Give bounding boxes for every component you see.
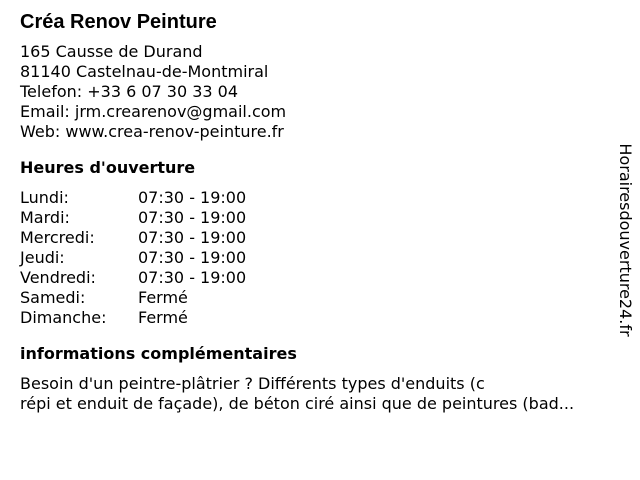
address-city: 81140 Castelnau-de-Montmiral [20, 62, 269, 81]
hours-row-wednesday [20, 228, 620, 248]
site-watermark: Horairesdouverture24.fr [616, 143, 635, 337]
day-label: Samedi: [20, 288, 86, 307]
info-heading: informations complémentaires [20, 344, 297, 363]
hours-value: Fermé [138, 288, 188, 307]
hours-heading: Heures d'ouverture [20, 158, 196, 177]
business-card [20, 10, 620, 414]
info-description [20, 374, 620, 414]
hours-value: Fermé [138, 308, 188, 327]
hours-table [20, 188, 620, 328]
day-label: Dimanche: [20, 308, 107, 327]
hours-row-tuesday [20, 208, 620, 228]
phone-text: Telefon: +33 6 07 30 33 04 [20, 82, 239, 101]
day-label: Mercredi: [20, 228, 95, 247]
hours-value: 07:30 - 19:00 [138, 248, 247, 267]
hours-row-monday [20, 188, 620, 208]
info-line-2: répi et enduit de façade), de béton ciré ainsi que de peintures (bad... [20, 394, 575, 413]
day-label: Lundi: [20, 188, 69, 207]
hours-value: 07:30 - 19:00 [138, 268, 247, 287]
day-label: Mardi: [20, 208, 70, 227]
hours-row-saturday [20, 288, 620, 308]
website-text: Web: www.crea-renov-peinture.fr [20, 122, 284, 141]
hours-value: 07:30 - 19:00 [138, 208, 247, 227]
day-label: Jeudi: [20, 248, 65, 267]
hours-row-sunday [20, 308, 620, 328]
info-line-1: Besoin d'un peintre-plâtrier ? Différents types d'enduits (c [20, 374, 485, 393]
day-label: Vendredi: [20, 268, 96, 287]
hours-row-friday [20, 268, 620, 288]
business-name: Créa Renov Peinture [20, 11, 217, 33]
address-street: 165 Causse de Durand [20, 42, 203, 61]
hours-value: 07:30 - 19:00 [138, 228, 247, 247]
hours-row-thursday [20, 248, 620, 268]
hours-value: 07:30 - 19:00 [138, 188, 247, 207]
contact-block [20, 42, 620, 142]
email-text: Email: jrm.crearenov@gmail.com [20, 102, 287, 121]
